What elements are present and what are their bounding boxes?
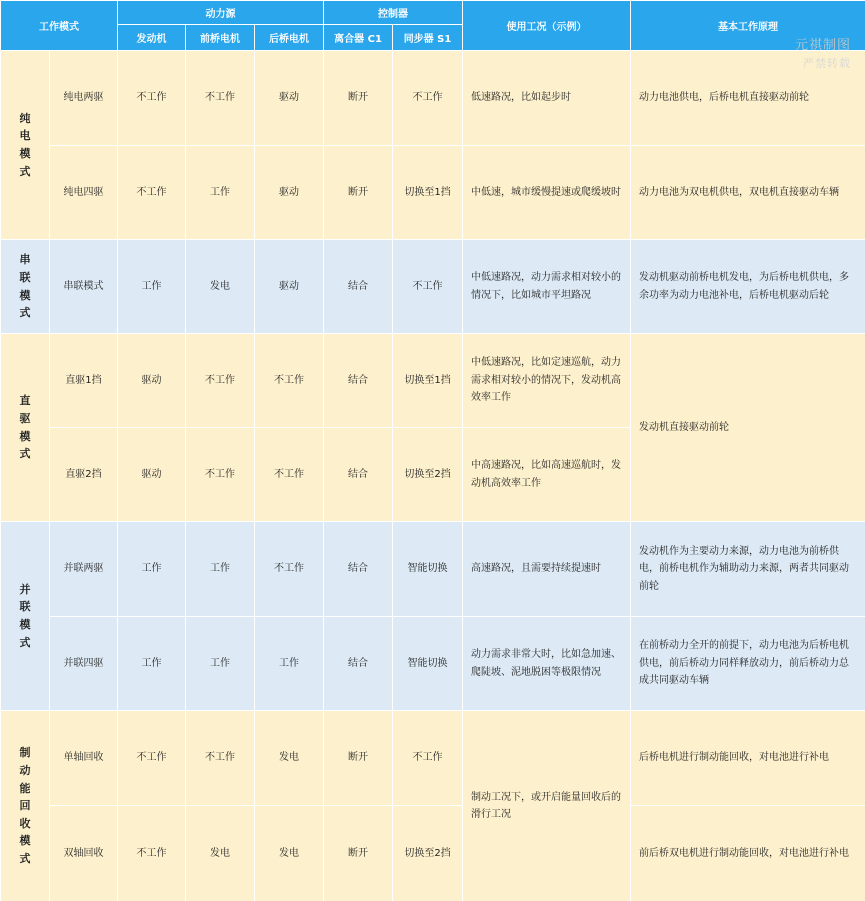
- cell-mode: 并联四驱: [50, 617, 118, 711]
- header-synchronizer: 同步器 S1: [393, 25, 463, 51]
- group-label-regen-braking: 制动能回收模式: [1, 711, 50, 901]
- group-label-direct-drive: 直驱模式: [1, 334, 50, 522]
- cell-usage: 低速路况，比如起步时: [463, 51, 631, 146]
- cell-mode: 单轴回收: [50, 711, 118, 806]
- table-row: [1, 334, 865, 428]
- cell-front-motor: 不工作: [186, 51, 255, 146]
- cell-front-motor: 不工作: [186, 428, 255, 522]
- cell-engine: 驱动: [118, 428, 186, 522]
- cell-usage: 制动工况下，或开启能量回收后的滑行工况: [463, 711, 631, 901]
- cell-synchronizer: 切换至2挡: [393, 806, 463, 901]
- cell-mode: 纯电两驱: [50, 51, 118, 146]
- cell-mode: 纯电四驱: [50, 146, 118, 240]
- cell-synchronizer: 智能切换: [393, 617, 463, 711]
- cell-engine: 不工作: [118, 51, 186, 146]
- cell-synchronizer: 不工作: [393, 51, 463, 146]
- cell-principle: 发动机作为主要动力来源，动力电池为前桥供电，前桥电机作为辅助动力来源，两者共同驱动前轮: [631, 522, 865, 617]
- cell-clutch: 结合: [324, 522, 393, 617]
- table-row: [1, 522, 865, 617]
- cell-usage: 高速路况，且需要持续提速时: [463, 522, 631, 617]
- table-row: [1, 711, 865, 806]
- table-row: [1, 617, 865, 711]
- cell-front-motor: 工作: [186, 617, 255, 711]
- cell-front-motor: 工作: [186, 522, 255, 617]
- cell-rear-motor: 驱动: [255, 146, 324, 240]
- cell-mode: 双轴回收: [50, 806, 118, 901]
- table-row: [1, 146, 865, 240]
- cell-clutch: 断开: [324, 806, 393, 901]
- table-row: [1, 240, 865, 334]
- header-principle: 基本工作原理: [631, 1, 865, 51]
- table-header: [1, 1, 865, 51]
- cell-usage: 中低速路况，比如定速巡航，动力需求相对较小的情况下，发动机高效率工作: [463, 334, 631, 428]
- cell-clutch: 断开: [324, 51, 393, 146]
- cell-mode: 直驱1挡: [50, 334, 118, 428]
- cell-synchronizer: 不工作: [393, 240, 463, 334]
- cell-rear-motor: 不工作: [255, 428, 324, 522]
- cell-engine: 不工作: [118, 711, 186, 806]
- header-clutch: 离合器 C1: [324, 25, 393, 51]
- cell-principle: 前后桥双电机进行制动能回收，对电池进行补电: [631, 806, 865, 901]
- cell-clutch: 结合: [324, 617, 393, 711]
- header-front-motor: 前桥电机: [186, 25, 255, 51]
- cell-usage: 中高速路况，比如高速巡航时，发动机高效率工作: [463, 428, 631, 522]
- header-engine: 发动机: [118, 25, 186, 51]
- header-usage: 使用工况（示例）: [463, 1, 631, 51]
- cell-principle: 动力电池供电，后桥电机直接驱动前轮: [631, 51, 865, 146]
- watermark-line-2: 严禁转载: [803, 57, 851, 70]
- cell-principle: 发动机直接驱动前轮: [631, 334, 865, 522]
- cell-front-motor: 不工作: [186, 334, 255, 428]
- cell-engine: 工作: [118, 522, 186, 617]
- cell-clutch: 结合: [324, 334, 393, 428]
- cell-synchronizer: 切换至2挡: [393, 428, 463, 522]
- cell-mode: 直驱2挡: [50, 428, 118, 522]
- group-label-parallel: 并联模式: [1, 522, 50, 711]
- cell-rear-motor: 不工作: [255, 334, 324, 428]
- cell-engine: 驱动: [118, 334, 186, 428]
- cell-principle: 在前桥动力全开的前提下，动力电池为后桥电机供电，前后桥动力同样释放动力，前后桥动力总成共同驱动车辆: [631, 617, 865, 711]
- header-rear-motor: 后桥电机: [255, 25, 324, 51]
- cell-clutch: 断开: [324, 146, 393, 240]
- cell-engine: 工作: [118, 617, 186, 711]
- cell-mode: 串联模式: [50, 240, 118, 334]
- table-row: [1, 51, 865, 146]
- cell-usage: 中低速，城市缓慢提速或爬缓坡时: [463, 146, 631, 240]
- cell-synchronizer: 不工作: [393, 711, 463, 806]
- cell-front-motor: 发电: [186, 240, 255, 334]
- cell-clutch: 结合: [324, 428, 393, 522]
- group-label-series: 串联模式: [1, 240, 50, 334]
- cell-synchronizer: 智能切换: [393, 522, 463, 617]
- group-label-pure-electric: 纯电模式: [1, 51, 50, 240]
- cell-principle: 后桥电机进行制动能回收，对电池进行补电: [631, 711, 865, 806]
- cell-rear-motor: 驱动: [255, 51, 324, 146]
- cell-clutch: 结合: [324, 240, 393, 334]
- cell-rear-motor: 发电: [255, 711, 324, 806]
- cell-engine: 不工作: [118, 806, 186, 901]
- cell-synchronizer: 切换至1挡: [393, 146, 463, 240]
- header-controller: 控制器: [324, 1, 463, 25]
- header-power-source: 动力源: [118, 1, 324, 25]
- cell-clutch: 断开: [324, 711, 393, 806]
- header-mode: 工作模式: [1, 1, 118, 51]
- cell-rear-motor: 驱动: [255, 240, 324, 334]
- cell-front-motor: 发电: [186, 806, 255, 901]
- watermark-line-1: 元祺制图: [794, 38, 851, 53]
- cell-front-motor: 工作: [186, 146, 255, 240]
- cell-principle: 发动机驱动前桥电机发电，为后桥电机供电，多余功率为动力电池补电，后桥电机驱动后轮: [631, 240, 865, 334]
- cell-rear-motor: 发电: [255, 806, 324, 901]
- cell-engine: 不工作: [118, 146, 186, 240]
- cell-engine: 工作: [118, 240, 186, 334]
- cell-rear-motor: 工作: [255, 617, 324, 711]
- cell-usage: 动力需求非常大时，比如急加速、爬陡坡、泥地脱困等极限情况: [463, 617, 631, 711]
- cell-rear-motor: 不工作: [255, 522, 324, 617]
- cell-usage: 中低速路况，动力需求相对较小的情况下，比如城市平坦路况: [463, 240, 631, 334]
- cell-principle: 动力电池为双电机供电，双电机直接驱动车辆: [631, 146, 865, 240]
- cell-front-motor: 不工作: [186, 711, 255, 806]
- cell-synchronizer: 切换至1挡: [393, 334, 463, 428]
- table-row: [1, 806, 865, 901]
- cell-mode: 并联两驱: [50, 522, 118, 617]
